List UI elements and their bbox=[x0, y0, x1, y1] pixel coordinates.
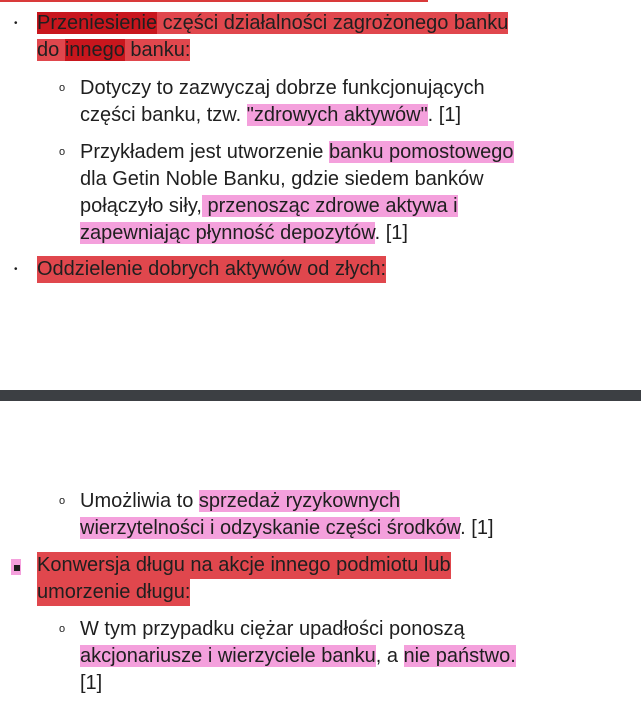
highlight-sprzedaz: sprzedaż ryzykownych bbox=[198, 490, 401, 512]
text: dla Getin Noble Banku, gdzie siedem banków bbox=[80, 168, 484, 190]
highlight-nie-panstwo: nie państwo. bbox=[403, 645, 516, 667]
highlight-text: do bbox=[37, 39, 65, 61]
highlight-plynnosc: zapewniając płynność depozytów bbox=[80, 222, 375, 244]
top-rule bbox=[0, 0, 428, 2]
highlight-umorzenie: umorzenie długu: bbox=[37, 579, 190, 606]
sub-bullet-marker: o bbox=[59, 495, 66, 507]
citation: . [1] bbox=[460, 517, 494, 539]
page-separator bbox=[0, 390, 641, 401]
bullet-marker bbox=[14, 565, 20, 571]
highlight-text: części działalności zagrożonego banku bbox=[157, 12, 509, 34]
citation: . [1] bbox=[427, 104, 462, 126]
citation: . [1] bbox=[374, 222, 408, 244]
sub-bullet-marker: o bbox=[59, 146, 66, 158]
highlight-wierzytelnosci: wierzytelności i odzyskanie części środków bbox=[80, 517, 461, 539]
highlight-przenoszac: przenosząc zdrowe aktywa i bbox=[201, 195, 458, 217]
bullet-marker: • bbox=[14, 18, 18, 29]
highlight-przeniesienie: Przeniesienie bbox=[37, 12, 158, 34]
highlight-konwersja: Konwersja długu na akcje innego podmiotu lub bbox=[37, 552, 451, 579]
highlight-oddzielenie: Oddzielenie dobrych aktywów od złych: bbox=[37, 256, 386, 283]
text: W tym przypadku ciężar upadłości ponoszą bbox=[80, 618, 465, 640]
text: Umożliwia to bbox=[80, 490, 199, 512]
text: połączyło siły, bbox=[80, 195, 202, 217]
sub-bullet-marker: o bbox=[59, 623, 66, 635]
document-page-2 bbox=[0, 401, 641, 704]
highlight-innego: innego bbox=[64, 39, 125, 61]
highlight-zdrowych-aktywow: "zdrowych aktywów" bbox=[246, 104, 428, 126]
highlight-text: banku: bbox=[124, 39, 191, 61]
citation: [1] bbox=[80, 672, 103, 694]
text: części banku, tzw. bbox=[80, 104, 247, 126]
text: Przykładem jest utworzenie bbox=[80, 141, 329, 163]
text: , a bbox=[375, 645, 404, 667]
bullet-marker: • bbox=[14, 264, 18, 275]
text: Dotyczy to zazwyczaj dobrze funkcjonujących bbox=[80, 77, 485, 99]
highlight-banku-pomostowego: banku pomostowego bbox=[328, 141, 514, 163]
highlight-akcjonariusze: akcjonariusze i wierzyciele banku bbox=[80, 645, 376, 667]
sub-bullet-marker: o bbox=[59, 82, 66, 94]
